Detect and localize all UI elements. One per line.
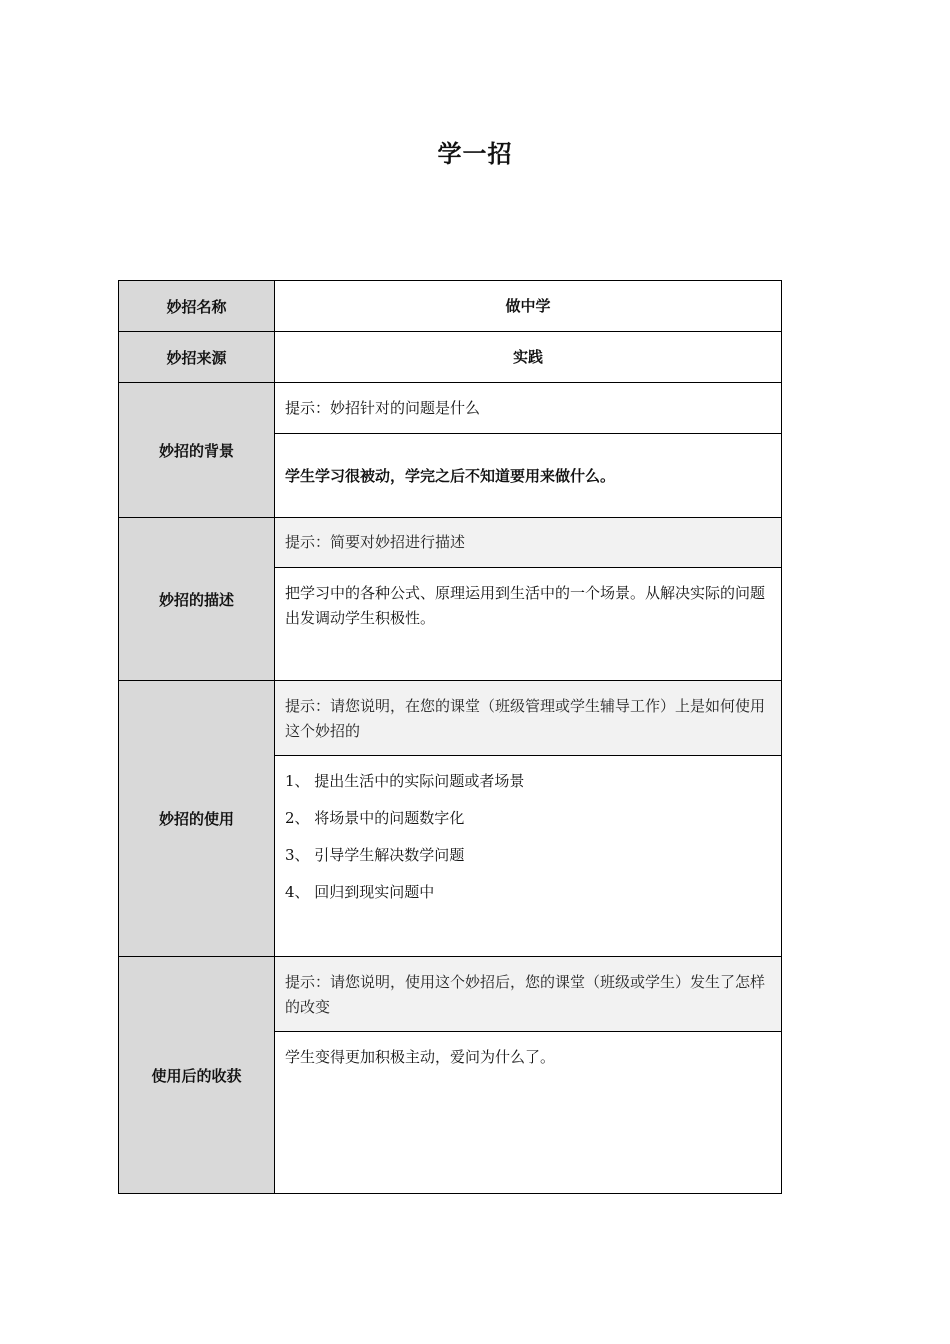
label-source: 妙招来源 xyxy=(119,332,275,383)
label-result: 使用后的收获 xyxy=(119,957,275,1193)
hint-description: 提示：简要对妙招进行描述 xyxy=(275,518,781,568)
list-item: 1、 提出生活中的实际问题或者场景 xyxy=(285,772,525,790)
form-table xyxy=(118,280,782,1194)
hint-usage: 提示：请您说明，在您的课堂（班级管理或学生辅导工作）上是如何使用这个妙招的 xyxy=(275,681,781,756)
hint-result: 提示：请您说明，使用这个妙招后，您的课堂（班级或学生）发生了怎样的改变 xyxy=(275,957,781,1032)
label-usage: 妙招的使用 xyxy=(119,681,275,957)
label-name: 妙招名称 xyxy=(119,281,275,332)
content-description: 把学习中的各种公式、原理运用到生活中的一个场景。从解决实际的问题出发调动学生积极性。 xyxy=(275,568,781,681)
list-item: 2、 将场景中的问题数字化 xyxy=(285,809,465,827)
list-item: 3、 引导学生解决数学问题 xyxy=(285,846,465,864)
content-background: 学生学习很被动，学完之后不知道要用来做什么。 xyxy=(275,434,781,518)
hint-background: 提示：妙招针对的问题是什么 xyxy=(275,383,781,434)
list-item: 4、 回归到现实问题中 xyxy=(285,883,435,901)
content-result: 学生变得更加积极主动，爱问为什么了。 xyxy=(275,1032,781,1193)
content-usage xyxy=(275,756,781,957)
label-description: 妙招的描述 xyxy=(119,518,275,681)
value-name: 做中学 xyxy=(275,281,781,332)
value-source: 实践 xyxy=(275,332,781,383)
page-title: 学一招 xyxy=(437,140,513,168)
label-background: 妙招的背景 xyxy=(119,383,275,518)
